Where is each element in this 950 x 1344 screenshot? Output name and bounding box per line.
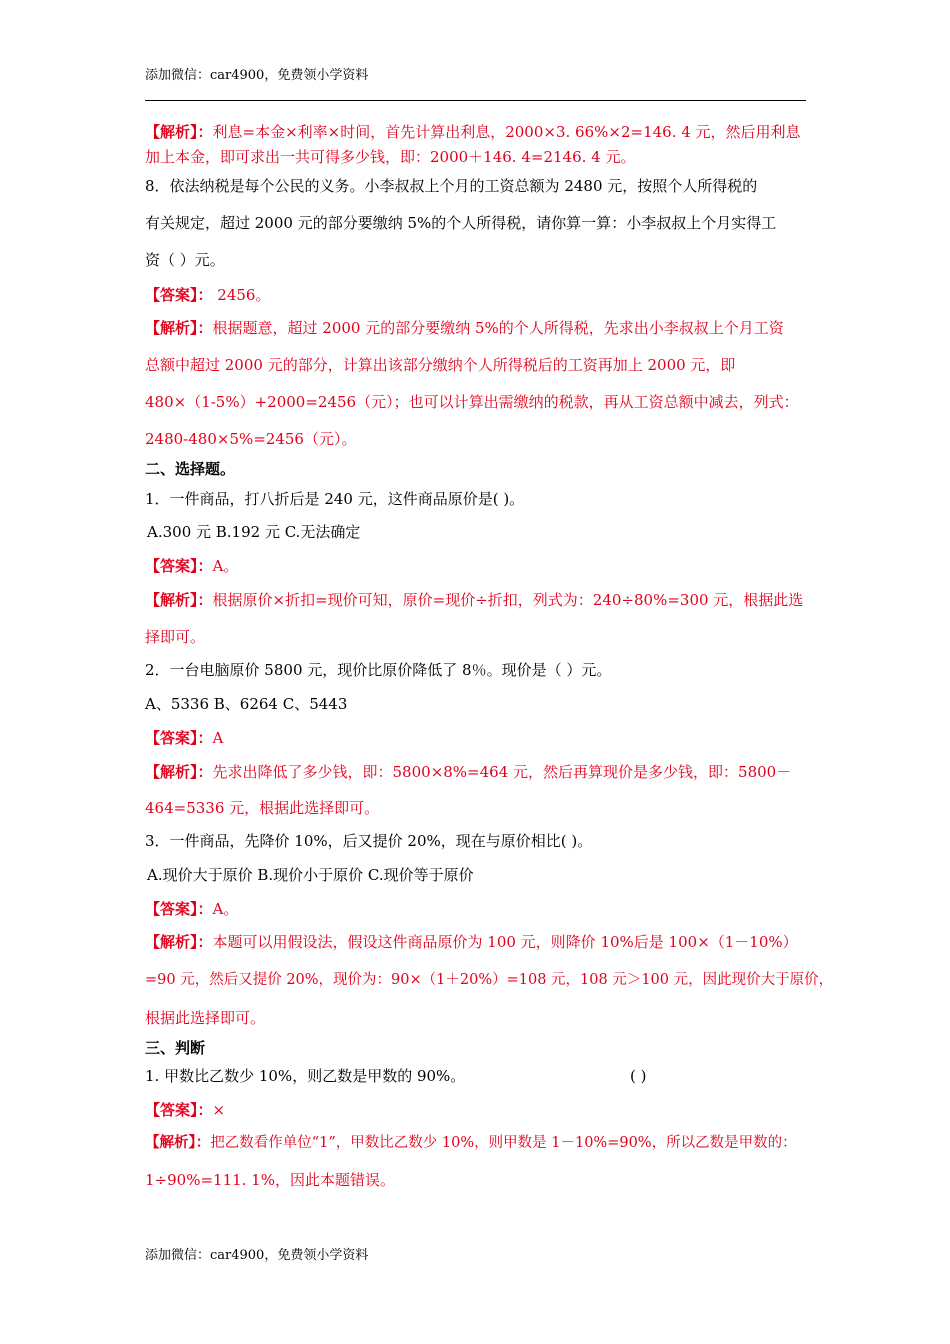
s2-q1-stem: 1．一件商品，打八折后是 240 元，这件商品原价是( )。	[145, 490, 525, 508]
s2-q1-analysis-line-1: 【解析】：根据原价×折扣=现价可知，原价=现价÷折扣，列式为：240÷80%=300 元，根据此选	[145, 591, 804, 609]
section-2-title: 二、选择题。	[145, 460, 236, 478]
q8-answer: 【答案】： 2456。	[145, 286, 271, 304]
analysis-tag: 【解析】：	[145, 1134, 211, 1151]
answer-tag: 【答案】：	[145, 729, 213, 747]
page-footer: 添加微信：car4900，免费领小学资料	[145, 1248, 369, 1263]
s2-q1-analysis-line-2: 择即可。	[145, 628, 206, 646]
s2-q3-analysis-line-1: 【解析】：本题可以用假设法，假设这件商品原价为 100 元，则降价 10%后是 100×（1－10%）	[145, 933, 798, 951]
analysis-tag: 【解析】：	[145, 933, 213, 951]
analysis-tag: 【解析】：	[145, 319, 213, 337]
analysis-tag: 【解析】：	[145, 123, 213, 141]
s2-q3-analysis-line-3: 根据此选择即可。	[145, 1009, 266, 1027]
header-text: 添加微信：car4900，免费领小学资料	[145, 68, 369, 83]
section-3-title: 三、判断	[145, 1039, 206, 1057]
q8-stem-line-2: 有关规定，超过 2000 元的部分要缴纳 5%的个人所得税，请你算一算：小李叔叔上个月实得工	[145, 214, 777, 232]
q8-analysis-line-1: 【解析】：根据题意，超过 2000 元的部分要缴纳 5%的个人所得税，先求出小李叔叔上个月工资	[145, 319, 784, 337]
header-divider	[145, 100, 806, 101]
answer-tag: 【答案】：	[145, 1101, 213, 1119]
s3-q1-analysis-line-1: 【解析】：把乙数看作单位“1”，甲数比乙数少 10%，则甲数是 1－10%=90%，所以乙数是甲数的：	[145, 1134, 797, 1151]
s2-q2-analysis-line-1: 【解析】：先求出降低了多少钱，即：5800×8%=464 元，然后再算现价是多少钱，即：5800－	[145, 763, 792, 781]
q7-analysis-line-1: 【解析】：利息=本金×利率×时间，首先计算出利息，2000×3. 66%×2=146. 4 元，然后用利息	[145, 123, 801, 141]
q8-stem-line-1: 8．依法纳税是每个公民的义务。小李叔叔上个月的工资总额为 2480 元，按照个人所得税的	[145, 177, 758, 195]
answer-tag: 【答案】：	[145, 557, 213, 575]
s2-q2-answer: 【答案】：A	[145, 729, 224, 747]
s3-q1-answer: 【答案】：×	[145, 1101, 226, 1119]
s2-q3-analysis-line-2: =90 元，然后又提价 20%，现价为：90×（1＋20%）=108 元，108 元＞100 元，因此现价大于原价，	[145, 972, 834, 988]
s3-q1-analysis-line-2: 1÷90%=111. 1%，因此本题错误。	[145, 1171, 395, 1189]
s2-q3-stem: 3．一件商品，先降价 10%，后又提价 20%，现在与原价相比( )。	[145, 832, 593, 850]
s3-q1-stem: 1. 甲数比乙数少 10%，则乙数是甲数的 90%。	[145, 1067, 466, 1085]
analysis-tag: 【解析】：	[145, 591, 213, 609]
s2-q2-stem: 2．一台电脑原价 5800 元，现价比原价降低了 8％。现价是（ ）元。	[145, 661, 612, 679]
s3-q1-paren: ( )	[630, 1067, 647, 1085]
s2-q1-answer: 【答案】：A。	[145, 557, 239, 575]
q8-analysis-line-2: 总额中超过 2000 元的部分，计算出该部分缴纳个人所得税后的工资再加上 2000 元，即	[145, 356, 736, 374]
q8-stem-line-3: 资（ ）元。	[145, 251, 225, 269]
answer-tag: 【答案】：	[145, 286, 213, 304]
s2-q1-options: A.300 元 B.192 元 C.无法确定	[147, 523, 361, 541]
answer-tag: 【答案】：	[145, 900, 213, 918]
s2-q2-options: A、5336 B、6264 C、5443	[145, 695, 348, 713]
q8-analysis-line-3: 480×（1-5%）+2000=2456（元）；也可以计算出需缴纳的税款，再从工资总额中减去，列式：	[145, 393, 799, 411]
s2-q3-answer: 【答案】：A。	[145, 900, 239, 918]
q7-analysis-line-2: 加上本金，即可求出一共可得多少钱，即：2000＋146. 4=2146. 4 元。	[145, 148, 636, 166]
s2-q2-analysis-line-2: 464=5336 元，根据此选择即可。	[145, 799, 380, 817]
q8-analysis-line-4: 2480-480×5%=2456（元）。	[145, 430, 357, 448]
analysis-tag: 【解析】：	[145, 763, 213, 781]
s2-q3-options: A.现价大于原价 B.现价小于原价 C.现价等于原价	[147, 866, 474, 884]
